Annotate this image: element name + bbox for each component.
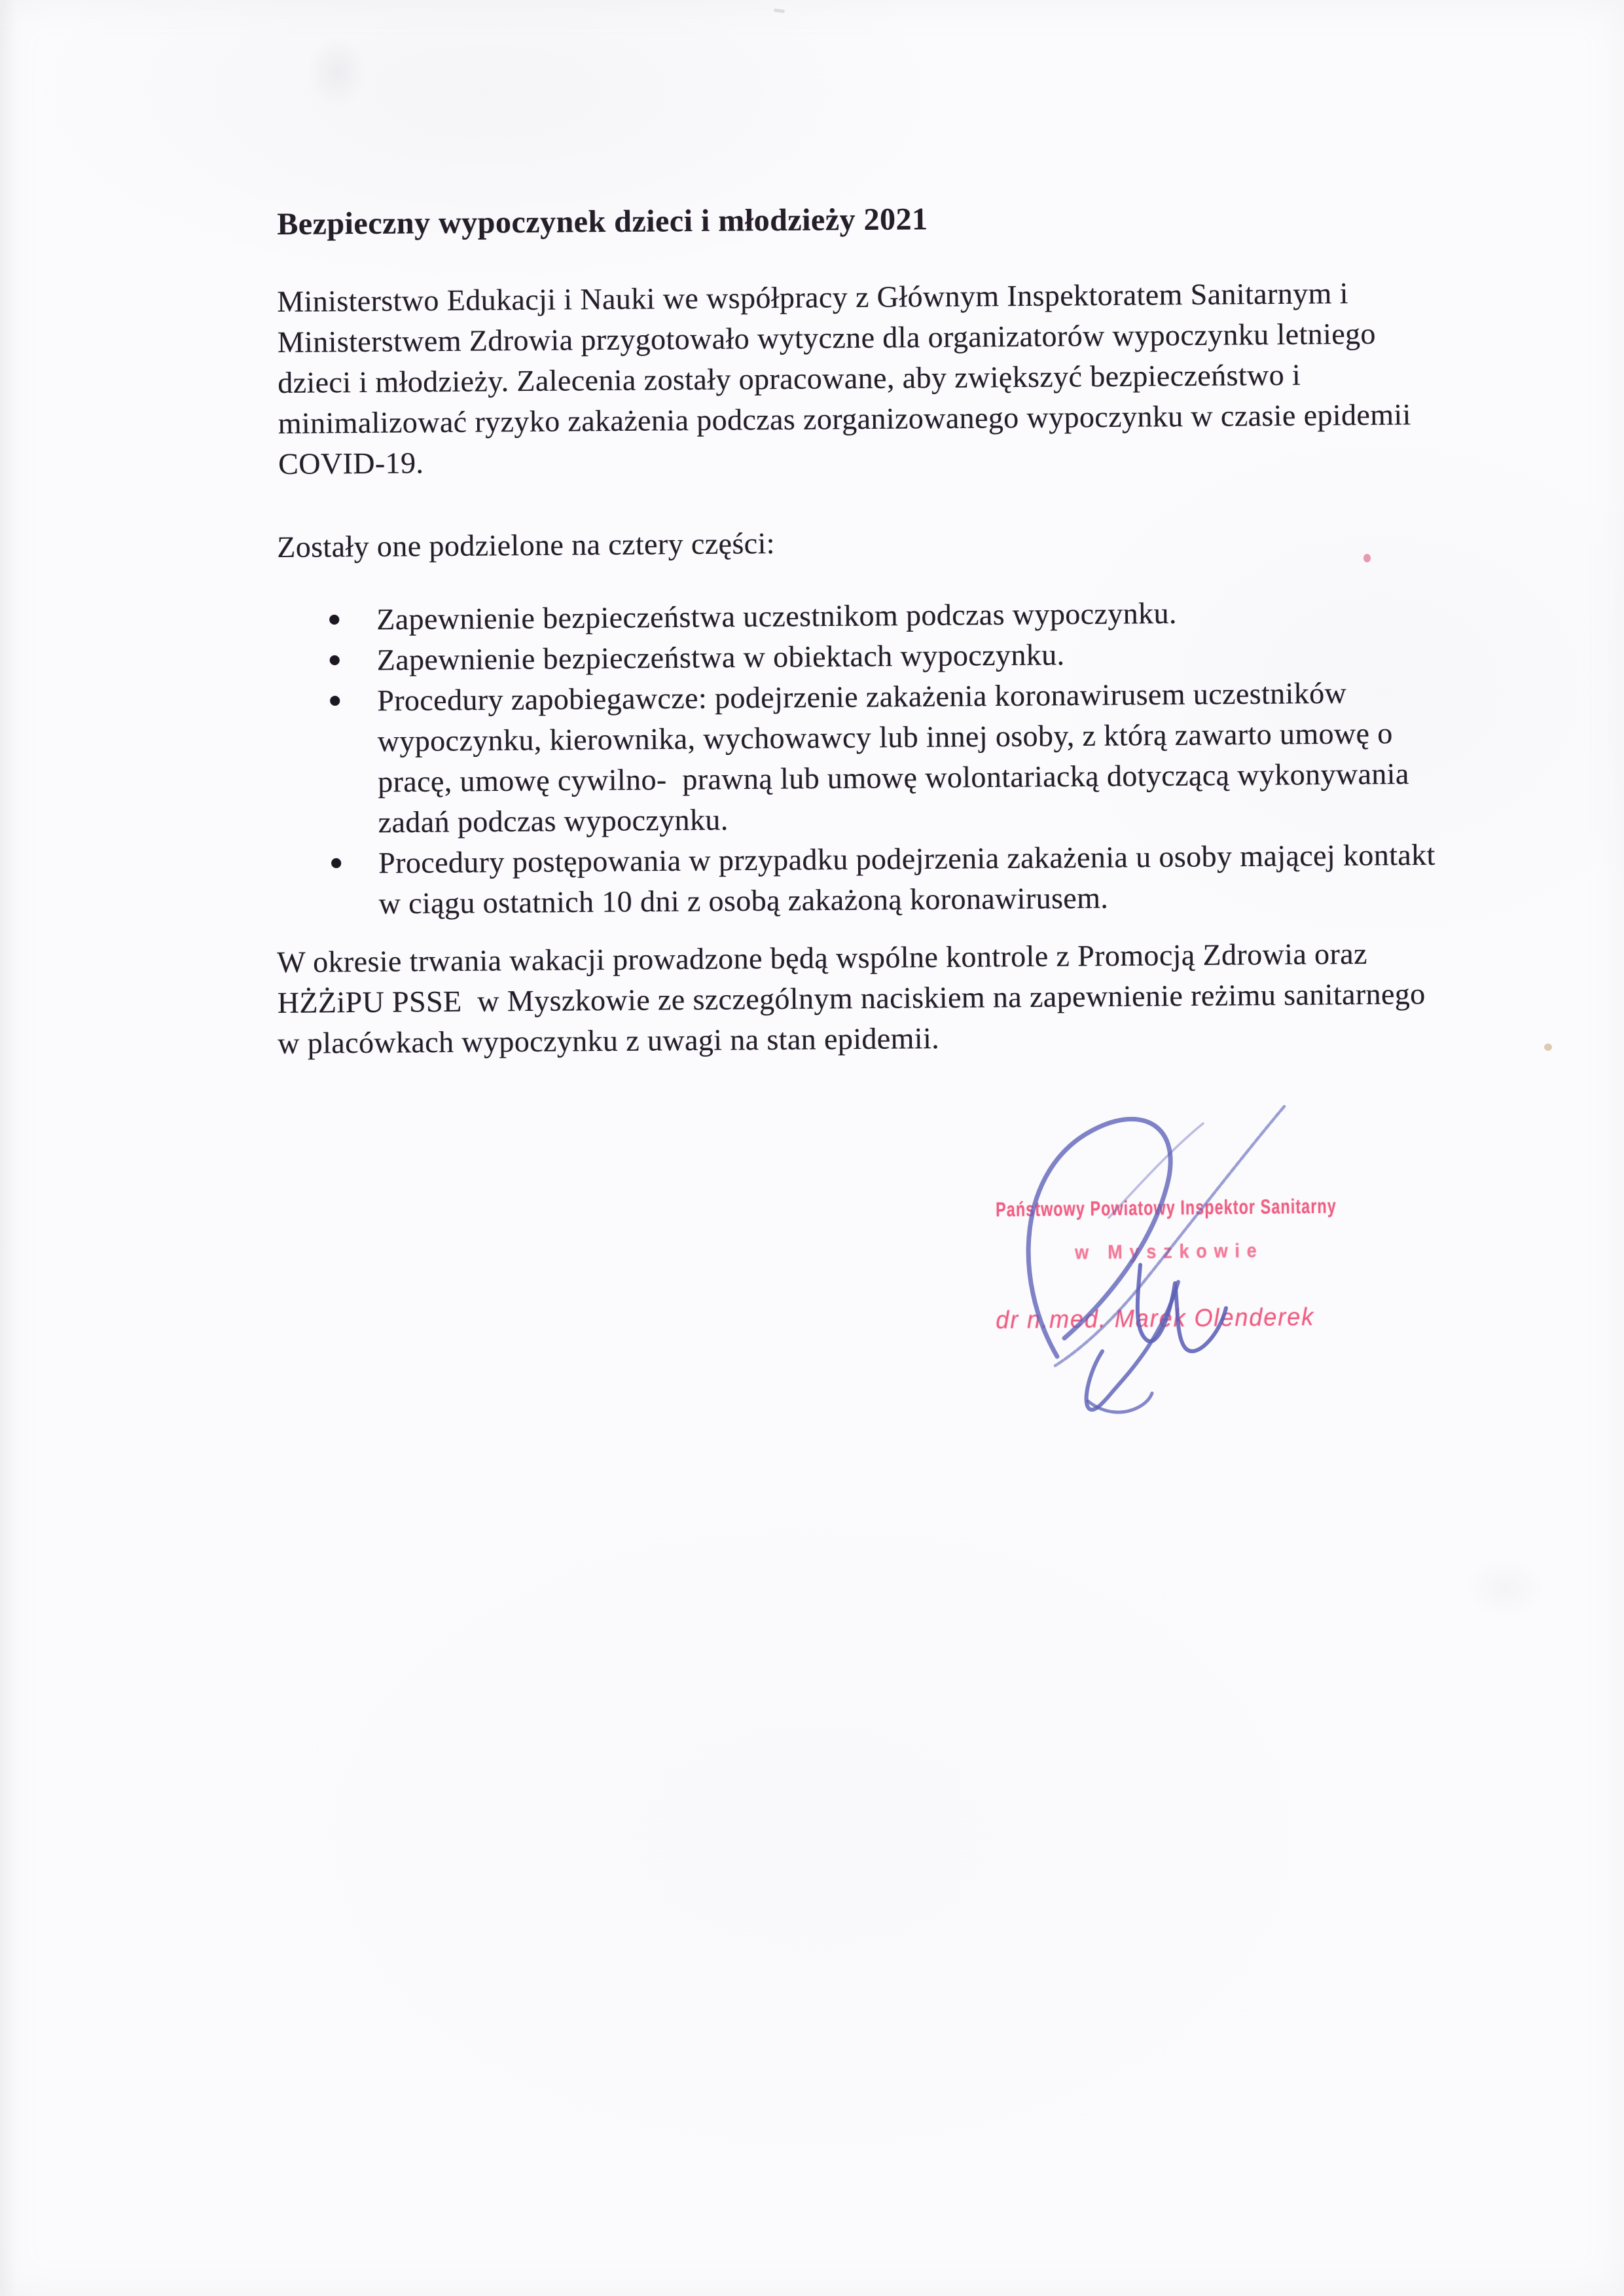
bullet-list [329, 591, 1435, 924]
paragraph-intro-ministries [277, 272, 1411, 484]
paragraph-line: w placówkach wypoczynku z uwagi na stan epidemii. [278, 1021, 940, 1060]
paragraph-line: dzieci i młodzieży. Zalecenia zostały opracowane, aby zwiększyć bezpieczeństwo i [278, 357, 1301, 399]
scan-speck [1544, 1044, 1552, 1051]
list-item-line: Procedury zapobiegawcze: podejrzenie zakażenia koronawirusem uczestników [377, 676, 1347, 718]
paragraph-four-parts [277, 523, 775, 568]
paragraph-line: minimalizować ryzyko zakażenia podczas zorganizowanego wypoczynku w czasie epidemii [278, 397, 1411, 440]
stamp-city-line: w Myszkowie [1075, 1239, 1264, 1264]
scan-speck [774, 9, 785, 13]
scan-speck [1363, 554, 1371, 562]
list-item-line: zadań podczas wypoczynku. [378, 803, 729, 839]
scan-smudge [308, 36, 367, 108]
paragraph-line: COVID-19. [278, 446, 424, 481]
signature-hook [1088, 1393, 1152, 1412]
list-item-line: Zapewnienie bezpieczeństwa uczestnikom podczas wypoczynku. [376, 596, 1177, 636]
paragraph-line: Ministerstwem Zdrowia przygotowało wytyczne dla organizatorów wypoczynku letniego [277, 316, 1377, 359]
paragraph-controls [277, 933, 1426, 1064]
list-item-line: w ciągu ostatnich 10 dni z osobą zakażoną koronawirusem. [378, 881, 1109, 920]
bullet-icon [330, 696, 340, 706]
list-item-line: pracę, umowę cywilno- prawną lub umowę wolontariacką dotyczącą wykonywania [377, 757, 1409, 799]
bullet-icon [331, 858, 341, 868]
list-item [330, 672, 1435, 843]
bullet-icon [330, 655, 340, 665]
paragraph-line: HŻŻiPU PSSE w Myszkowie ze szczególnym naciskiem na zapewnienie reżimu sanitarnego [277, 977, 1426, 1019]
stamp-name-line: dr n.med. Marek Olenderek [996, 1303, 1315, 1334]
list-item-line: Zapewnienie bezpieczeństwa w obiektach wypoczynku. [376, 638, 1065, 677]
paragraph-line: Zostały one podzielone na cztery części: [277, 526, 776, 564]
list-item [331, 835, 1436, 924]
stamp-institution-line: Państwowy Powiatowy Inspektor Sanitarny [996, 1194, 1337, 1221]
paragraph-line: Ministerstwo Edukacji i Nauki we współpracy z Głównym Inspektoratem Sanitarnym i [277, 276, 1348, 318]
paragraph-line: W okresie trwania wakacji prowadzone będą wspólne kontrole z Promocją Zdrowia oraz [277, 936, 1368, 979]
document-title: Bezpieczny wypoczynek dzieci i młodzieży 2021 [277, 202, 928, 242]
signature-tail [1087, 1282, 1178, 1410]
bullet-icon [329, 615, 339, 625]
list-item-line: wypoczynku, kierownika, wychowawcy lub innej osoby, z którą zawarto umowę o [377, 716, 1393, 758]
list-item-line: Procedury postępowania w przypadku podejrzenia zakażenia u osoby mającej kontakt [378, 837, 1435, 880]
scan-smudge [1466, 1558, 1545, 1617]
